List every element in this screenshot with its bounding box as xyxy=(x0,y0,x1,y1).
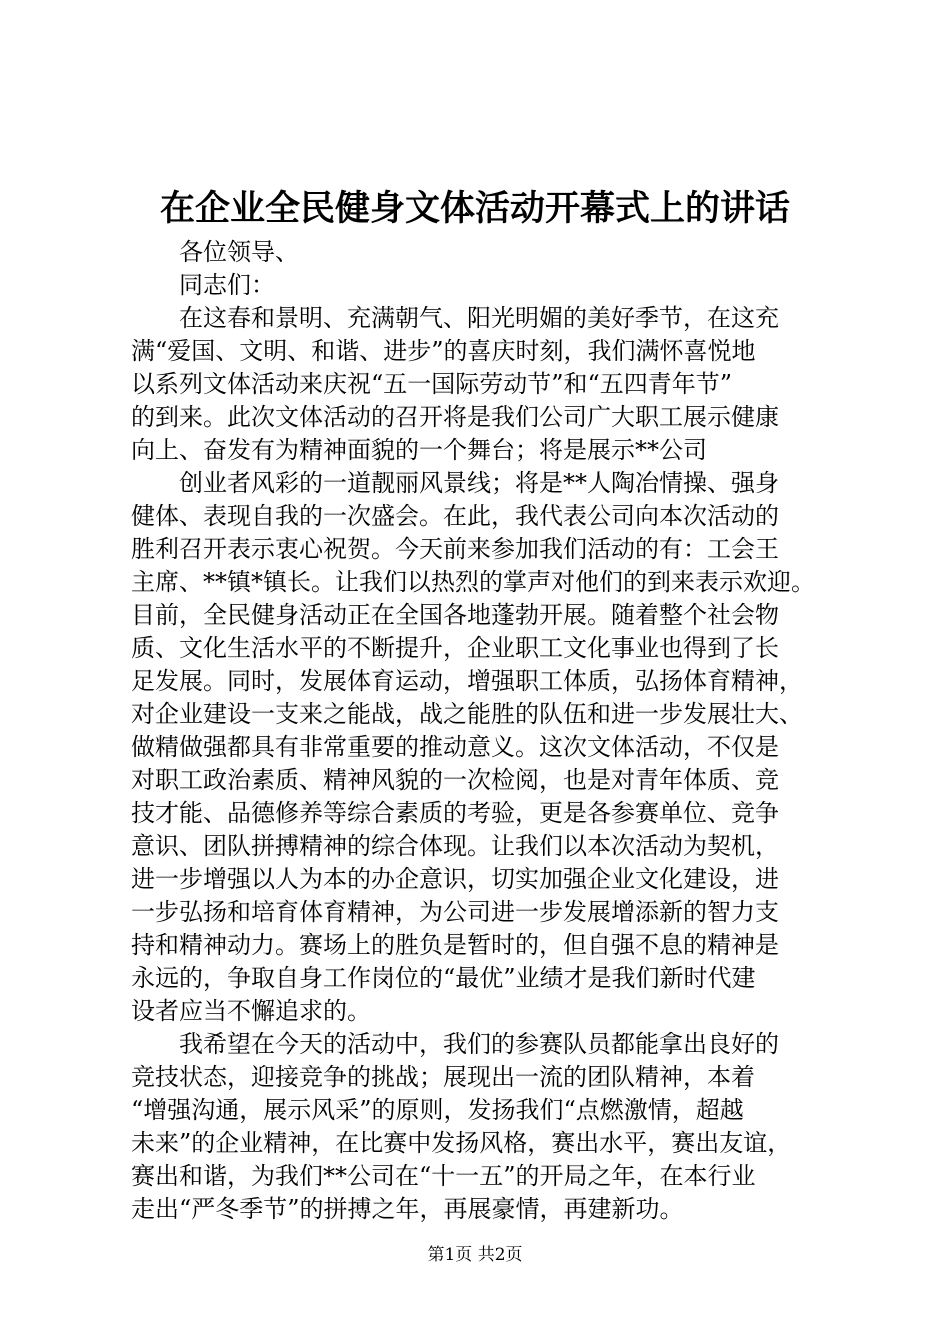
text-line: “增强沟通，展示风采”的原则，发扬我们“点燃激情，超越 xyxy=(131,1096,744,1124)
text-line: 健体、表现自我的一次盛会。在此，我代表公司向本次活动的 xyxy=(131,502,779,530)
text-line: 同志们： xyxy=(179,271,275,299)
text-line: 设者应当不懈追求的。 xyxy=(131,997,371,1025)
text-line: 对企业建设一支来之能战，战之能胜的队伍和进一步发展壮大、 xyxy=(131,700,803,728)
text-line: 未来”的企业精神，在比赛中发扬风格，赛出水平，赛出友谊， xyxy=(131,1129,792,1157)
text-line: 满“爱国、文明、和谐、进步”的喜庆时刻，我们满怀喜悦地 xyxy=(131,337,756,365)
text-line: 创业者风彩的一道靓丽风景线；将是**人陶冶情操、强身 xyxy=(179,469,779,497)
text-line: 进一步增强以人为本的办企意识，切实加强企业文化建设，进 xyxy=(131,865,779,893)
text-line: 赛出和谐，为我们**公司在“十一五”的开局之年，在本行业 xyxy=(131,1162,756,1190)
text-line: 目前，全民健身活动正在全国各地蓬勃开展。随着整个社会物 xyxy=(131,601,779,629)
document-body xyxy=(131,236,831,1226)
text-line: 胜利召开表示衷心祝贺。今天前来参加我们活动的有：工会王 xyxy=(131,535,779,563)
document-title: 在企业全民健身文体活动开幕式上的讲话 xyxy=(159,188,790,229)
page-footer: 第1页 共2页 xyxy=(427,1245,523,1265)
text-line: 我希望在今天的活动中，我们的参赛队员都能拿出良好的 xyxy=(179,1030,779,1058)
text-line: 向上、奋发有为精神面貌的一个舞台；将是展示**公司 xyxy=(131,436,707,464)
text-line: 一步弘扬和培育体育精神，为公司进一步发展增添新的智力支 xyxy=(131,898,779,926)
text-line: 做精做强都具有非常重要的推动意义。这次文体活动，不仅是 xyxy=(131,733,779,761)
text-line: 永远的，争取自身工作岗位的“最优”业绩才是我们新时代建 xyxy=(131,964,756,992)
text-line: 质、文化生活水平的不断提升，企业职工文化事业也得到了长 xyxy=(131,634,779,662)
text-line: 的到来。此次文体活动的召开将是我们公司广大职工展示健康 xyxy=(131,403,779,431)
text-line: 意识、团队拼搏精神的综合体现。让我们以本次活动为契机， xyxy=(131,832,779,860)
text-line: 竞技状态，迎接竞争的挑战；展现出一流的团队精神，本着 xyxy=(131,1063,755,1091)
text-line: 走出“严冬季节”的拼搏之年，再展豪情，再建新功。 xyxy=(131,1195,684,1223)
text-line: 在这春和景明、充满朝气、阳光明媚的美好季节，在这充 xyxy=(179,304,779,332)
text-line: 技才能、品德修养等综合素质的考验，更是各参赛单位、竞争 xyxy=(131,799,779,827)
text-line: 各位领导、 xyxy=(179,238,299,266)
text-line: 足发展。同时，发展体育运动，增强职工体质，弘扬体育精神， xyxy=(131,667,803,695)
text-line: 对职工政治素质、精神风貌的一次检阅，也是对青年体质、竞 xyxy=(131,766,779,794)
text-line: 以系列文体活动来庆祝“五一国际劳动节”和“五四青年节” xyxy=(131,370,733,398)
text-line: 持和精神动力。赛场上的胜负是暂时的，但自强不息的精神是 xyxy=(131,931,779,959)
text-line: 主席、**镇*镇长。让我们以热烈的掌声对他们的到来表示欢迎。 xyxy=(131,568,815,596)
